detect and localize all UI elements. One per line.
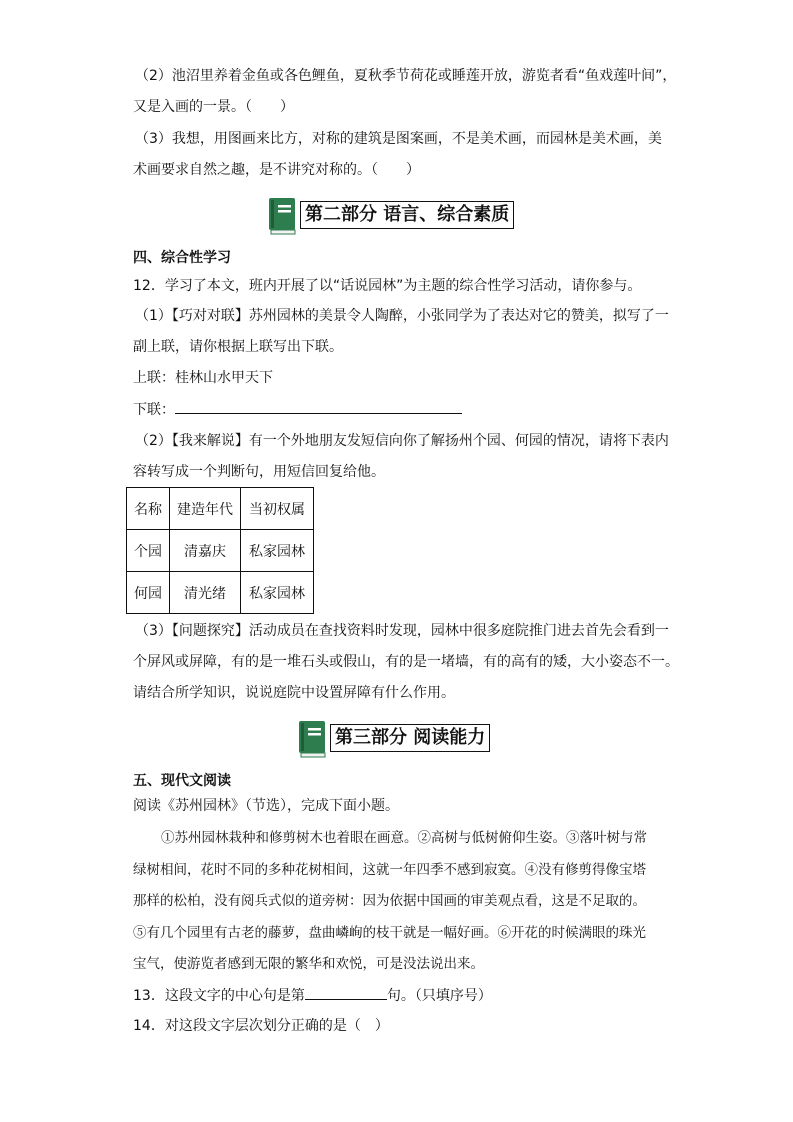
green-book-icon [298, 720, 328, 756]
table-row [127, 572, 314, 614]
passage-line: 宝气，使游览者感到无限的繁华和欢悦，可是没法说出来。 [133, 956, 484, 972]
table-header-cell: 当初权属 [241, 488, 314, 530]
part5-heading: 五、现代文阅读 [133, 773, 231, 789]
table-cell: 清光绪 [170, 572, 241, 614]
passage-line: ⑤有几个园里有古老的藤萝，盘曲嶙峋的枝干就是一幅好画。⑥开花的时候满眼的珠光 [133, 925, 646, 941]
table-cell: 何园 [127, 572, 170, 614]
upper-couplet: 上联：桂林山水甲天下 [133, 370, 273, 386]
passage-line: 那样的松柏，没有阅兵式似的道旁树：因为依据中国画的审美观点看，这是不足取的。 [133, 893, 646, 909]
q12-sub1-line1: （1）【巧对对联】苏州园林的美景令人陶醉，小张同学为了表达对它的赞美，拟写了一 [135, 308, 669, 324]
passage-line: ①苏州园林栽种和修剪树木也着眼在画意。②高树与低树俯仰生姿。③落叶树与常 [161, 830, 647, 846]
q12-sub3-line3: 请结合所学知识，说说庭院中设置屏障有什么作用。 [133, 685, 455, 701]
garden-table [126, 487, 314, 614]
section-banner-3 [298, 720, 490, 756]
table-header-cell: 建造年代 [170, 488, 241, 530]
lower-couplet [133, 399, 462, 420]
q12-sub2-line2: 容转写成一个判断句，用短信回复给他。 [133, 464, 385, 480]
section-title-3: 第三部分 阅读能力 [330, 724, 490, 752]
table-cell: 私家园林 [241, 572, 314, 614]
table-cell: 个园 [127, 530, 170, 572]
q12-sub1-line2: 副上联，请你根据上联写出下联。 [133, 339, 343, 355]
q11-item2-line2: 又是入画的一景。（ ） [133, 99, 294, 115]
q11-item2-line1: （2）池沼里养着金鱼或各色鲤鱼，夏秋季节荷花或睡莲开放，游览者看“鱼戏莲叶间”， [135, 68, 677, 84]
table-header-row [127, 488, 314, 530]
q12-sub3-line1: （3）【问题探究】活动成员在查找资料时发现，园林中很多庭院推门进去首先会看到一 [135, 623, 669, 639]
part5-instruction: 阅读《苏州园林》（节选），完成下面小题。 [133, 798, 399, 814]
table-row [127, 530, 314, 572]
q14: 14．对这段文字层次划分正确的是（ ） [133, 1018, 389, 1034]
q11-item3-line2: 术画要求自然之趣，是不讲究对称的。（ ） [133, 162, 420, 178]
q13-suffix: 句。（只填序号） [386, 988, 492, 1004]
q13 [133, 985, 492, 1006]
table-cell: 私家园林 [241, 530, 314, 572]
q11-item3-line1: （3）我想，用图画来比方，对称的建筑是图案画，不是美术画，而园林是美术画，美 [135, 131, 662, 147]
q12-sub3-line2: 个屏风或屏障，有的是一堆石头或假山，有的是一堵墙，有的高有的矮，大小姿态不一。 [133, 654, 679, 670]
section-title-2: 第二部分 语言、综合素质 [300, 201, 514, 229]
section-banner-2 [268, 197, 514, 233]
q13-answer-blank[interactable] [305, 985, 387, 1000]
lower-couplet-label: 下联： [133, 402, 175, 418]
q12-sub2-line1: （2）【我来解说】有一个外地朋友发短信向你了解扬州个园、何园的情况，请将下表内 [135, 433, 669, 449]
passage-line: 绿树相间，花时不同的多种花树相间，这就一年四季不感到寂寞。④没有修剪得像宝塔 [133, 862, 646, 878]
lower-couplet-blank[interactable] [175, 399, 462, 414]
table-header-cell: 名称 [127, 488, 170, 530]
green-book-icon [268, 197, 298, 233]
part4-heading: 四、综合性学习 [133, 250, 231, 266]
q12-intro: 12．学习了本文，班内开展了以“话说园林”为主题的综合性学习活动，请你参与。 [133, 278, 642, 294]
table-cell: 清嘉庆 [170, 530, 241, 572]
q13-prefix: 13．这段文字的中心句是第 [133, 988, 305, 1004]
